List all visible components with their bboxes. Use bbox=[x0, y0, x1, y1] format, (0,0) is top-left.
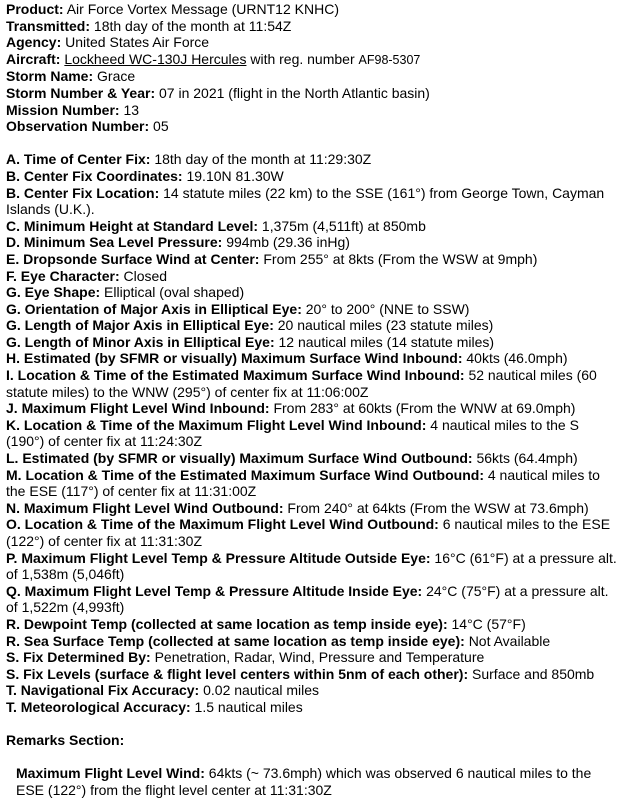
item-value: 14 statute miles (22 km) to the SSE (161°) from George Town, Cayman Islands (U.K.). bbox=[6, 184, 605, 218]
aircraft-label: Aircraft: bbox=[6, 50, 61, 67]
item-label: F. Eye Character: bbox=[6, 267, 120, 284]
item-value: 1,375m (4,511ft) at 850mb bbox=[261, 217, 426, 234]
item-value: 18th day of the month at 11:29:30Z bbox=[154, 151, 372, 168]
spacer bbox=[6, 716, 620, 733]
item-label: B. Center Fix Coordinates: bbox=[6, 167, 183, 184]
aircraft-link[interactable]: Lockheed WC-130J Hercules bbox=[64, 50, 247, 67]
remarks-body bbox=[16, 765, 620, 798]
item-value: Surface and 850mb bbox=[472, 665, 595, 682]
item-label: O. Location & Time of the Maximum Flight Level Wind Outbound: bbox=[6, 516, 439, 533]
remarks-title: Remarks Section: bbox=[6, 732, 125, 749]
transmitted-line bbox=[6, 18, 620, 35]
observation-item bbox=[6, 450, 620, 467]
item-label: J. Maximum Flight Level Wind Inbound: bbox=[6, 400, 270, 417]
item-value: 14°C (57°F) bbox=[451, 615, 526, 632]
item-value: 12 nautical miles (14 statute miles) bbox=[278, 333, 495, 350]
item-value: 24°C (75°F) at a pressure alt. of 1,522m (4,993ft) bbox=[6, 582, 609, 616]
item-label: D. Minimum Sea Level Pressure: bbox=[6, 234, 223, 251]
item-label: G. Eye Shape: bbox=[6, 284, 101, 301]
item-value: 4 nautical miles to the ESE (117°) of center fix at 11:31:00Z bbox=[6, 466, 600, 500]
spacer bbox=[6, 749, 620, 766]
observation-item bbox=[6, 500, 620, 517]
item-label: B. Center Fix Location: bbox=[6, 184, 160, 201]
observation-item bbox=[6, 234, 620, 251]
storm-number-line bbox=[6, 85, 620, 102]
item-value: 6 nautical miles to the ESE (122°) of center fix at 11:31:30Z bbox=[6, 516, 611, 549]
item-value: Penetration, Radar, Wind, Pressure and Temperature bbox=[154, 649, 485, 666]
observation-item bbox=[6, 251, 620, 268]
item-label: T. Navigational Fix Accuracy: bbox=[6, 682, 200, 699]
item-value: From 255° at 8kts (From the WSW at 9mph) bbox=[263, 250, 538, 267]
aircraft-line bbox=[6, 51, 620, 69]
agency-value: United States Air Force bbox=[65, 34, 210, 51]
item-label: Q. Maximum Flight Level Temp & Pressure Altitude Inside Eye: bbox=[6, 582, 423, 599]
observation-item bbox=[6, 350, 620, 367]
item-value: 40kts (46.0mph) bbox=[466, 350, 568, 367]
observation-item bbox=[6, 367, 620, 400]
observation-item bbox=[6, 268, 620, 285]
item-label: R. Dewpoint Temp (collected at same location as temp inside eye): bbox=[6, 615, 448, 632]
observation-item bbox=[6, 218, 620, 235]
item-label: G. Length of Major Axis in Elliptical Eye: bbox=[6, 317, 274, 334]
transmitted-label: Transmitted: bbox=[6, 17, 91, 34]
remarks-value: 64kts (~ 73.6mph) which was observed 6 nautical miles to the ESE (122°) from the flight level center at 11:31:30Z bbox=[16, 765, 592, 798]
observation-item bbox=[6, 516, 620, 549]
spacer bbox=[6, 135, 620, 152]
observation-item bbox=[6, 699, 620, 716]
aircraft-reg-number: AF98-5307 bbox=[358, 52, 421, 67]
observation-item bbox=[6, 284, 620, 301]
item-label: A. Time of Center Fix: bbox=[6, 151, 151, 168]
item-value: Closed bbox=[123, 267, 168, 284]
storm-name-line bbox=[6, 68, 620, 85]
item-label: T. Meteorological Accuracy: bbox=[6, 698, 191, 715]
item-value: 16°C (61°F) at a pressure alt. of 1,538m (5,046ft) bbox=[6, 549, 617, 583]
item-value: 56kts (64.4mph) bbox=[476, 450, 578, 467]
observation-item bbox=[6, 417, 620, 450]
item-value: From 283° at 60kts (From the WNW at 69.0mph) bbox=[273, 400, 576, 417]
item-label: S. Fix Determined By: bbox=[6, 649, 151, 666]
product-line bbox=[6, 1, 620, 18]
observation-item bbox=[6, 616, 620, 633]
item-value: From 240° at 64kts (From the WSW at 73.6mph) bbox=[287, 499, 589, 516]
item-value: 20 nautical miles (23 statute miles) bbox=[277, 317, 494, 334]
observation-item bbox=[6, 185, 620, 218]
transmitted-value: 18th day of the month at 11:54Z bbox=[93, 17, 292, 34]
observation-item bbox=[6, 666, 620, 683]
item-label: R. Sea Surface Temp (collected at same location as temp inside eye): bbox=[6, 632, 465, 649]
item-label: M. Location & Time of the Estimated Maximum Surface Wind Outbound: bbox=[6, 466, 484, 483]
storm-name-value: Grace bbox=[97, 68, 136, 85]
item-label: N. Maximum Flight Level Wind Outbound: bbox=[6, 499, 284, 516]
observation-item bbox=[6, 633, 620, 650]
item-label: I. Location & Time of the Estimated Maximum Surface Wind Inbound: bbox=[6, 367, 465, 384]
observation-item bbox=[6, 301, 620, 318]
observation-item bbox=[6, 400, 620, 417]
observation-item bbox=[6, 583, 620, 616]
item-label: C. Minimum Height at Standard Level: bbox=[6, 217, 259, 234]
item-value: 994mb (29.36 inHg) bbox=[226, 234, 350, 251]
observation-value: 05 bbox=[153, 118, 169, 135]
aircraft-reg-text: with reg. number bbox=[250, 50, 355, 67]
item-value: 52 nautical miles (60 statute miles) to the WNW (295°) of center fix at 11:06:00Z bbox=[6, 367, 597, 400]
mission-label: Mission Number: bbox=[6, 101, 120, 118]
storm-name-label: Storm Name: bbox=[6, 68, 94, 85]
item-value: 1.5 nautical miles bbox=[194, 698, 303, 715]
item-value: 0.02 nautical miles bbox=[203, 682, 320, 699]
mission-value: 13 bbox=[123, 101, 140, 118]
observation-item bbox=[6, 682, 620, 699]
product-value: Air Force Vortex Message (URNT12 KNHC) bbox=[66, 1, 339, 17]
item-label: L. Estimated (by SFMR or visually) Maximum Surface Wind Outbound: bbox=[6, 450, 473, 467]
item-label: G. Length of Minor Axis in Elliptical Eye: bbox=[6, 333, 275, 350]
observation-item bbox=[6, 151, 620, 168]
item-value: 19.10N 81.30W bbox=[186, 167, 284, 184]
item-label: S. Fix Levels (surface & flight level centers within 5nm of each other): bbox=[6, 665, 469, 682]
item-label: P. Maximum Flight Level Temp & Pressure Altitude Outside Eye: bbox=[6, 549, 431, 566]
item-value: 20° to 200° (NNE to SSW) bbox=[305, 300, 470, 317]
item-value: Elliptical (oval shaped) bbox=[104, 284, 245, 301]
observation-item bbox=[6, 168, 620, 185]
agency-label: Agency: bbox=[6, 34, 62, 51]
item-label: G. Orientation of Major Axis in Elliptical Eye: bbox=[6, 300, 302, 317]
observation-item bbox=[6, 317, 620, 334]
observation-label: Observation Number: bbox=[6, 118, 150, 135]
item-label: H. Estimated (by SFMR or visually) Maximum Surface Wind Inbound: bbox=[6, 350, 463, 367]
item-value: Not Available bbox=[468, 632, 551, 649]
observation-item bbox=[6, 550, 620, 583]
product-label: Product: bbox=[6, 1, 64, 17]
item-label: K. Location & Time of the Maximum Flight Level Wind Inbound: bbox=[6, 416, 427, 433]
agency-line bbox=[6, 34, 620, 51]
header-section bbox=[6, 1, 620, 135]
observation-items-list bbox=[6, 151, 620, 715]
storm-number-label: Storm Number & Year: bbox=[6, 84, 156, 101]
observation-item bbox=[6, 467, 620, 500]
storm-number-value: 07 in 2021 (flight in the North Atlantic basin) bbox=[159, 84, 430, 101]
remarks-label: Maximum Flight Level Wind: bbox=[16, 765, 205, 782]
observation-item bbox=[6, 334, 620, 351]
mission-line bbox=[6, 102, 620, 119]
observation-item bbox=[6, 649, 620, 666]
observation-line bbox=[6, 118, 620, 135]
item-label: E. Dropsonde Surface Wind at Center: bbox=[6, 250, 260, 267]
item-value: 4 nautical miles to the S (190°) of center fix at 11:24:30Z bbox=[6, 416, 579, 450]
